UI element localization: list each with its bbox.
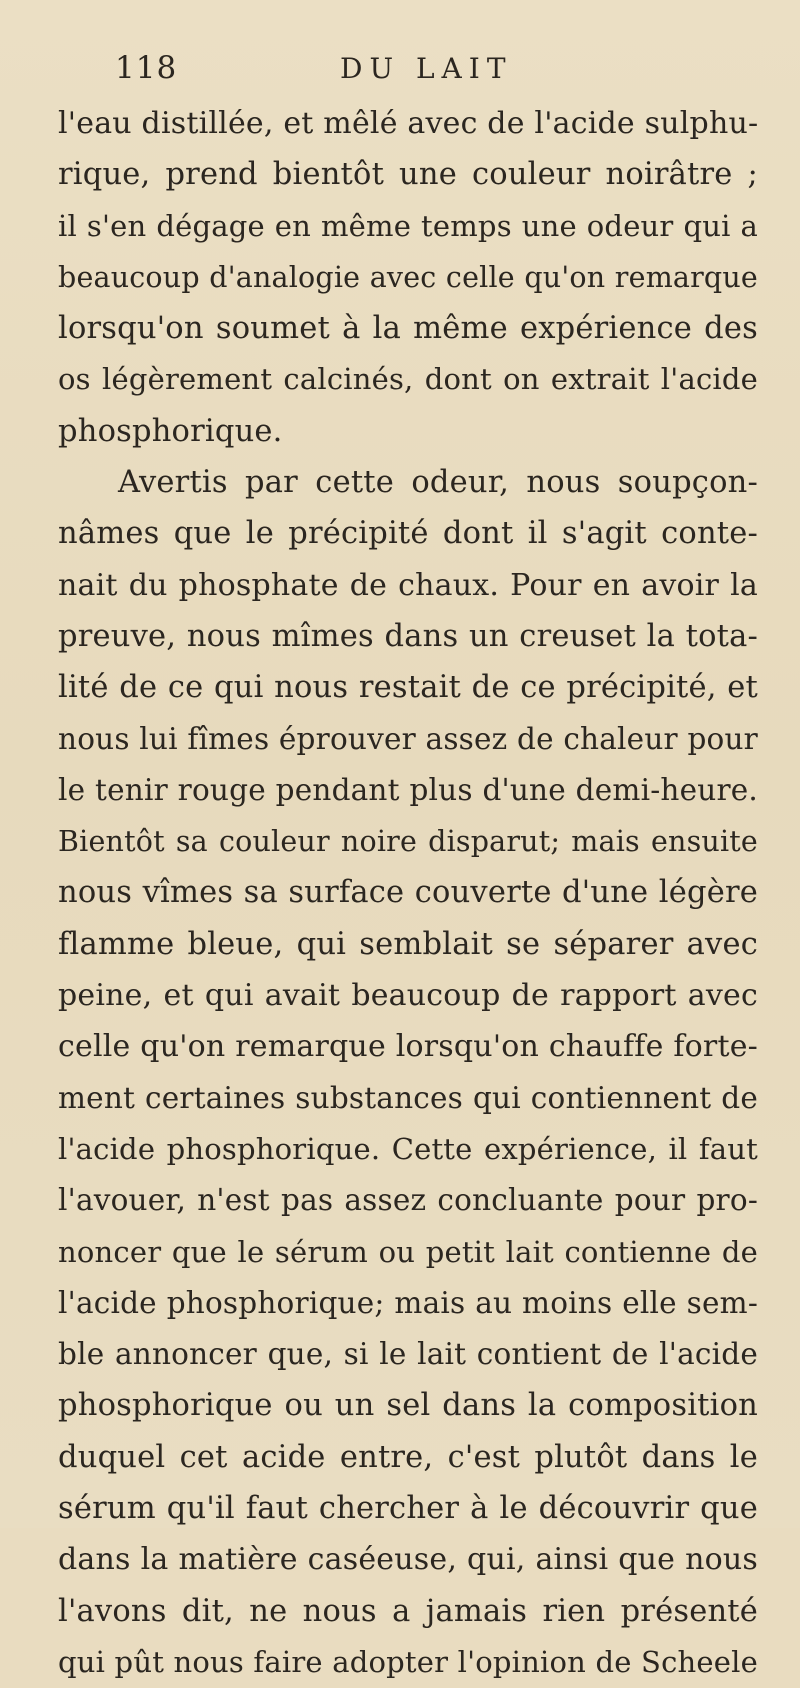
text-line: beaucoup d'analogie avec celle qu'on remarque: [58, 260, 758, 294]
text-line: rique, prend bientôt une couleur noirâtre ;: [58, 157, 758, 193]
text-line: preuve, nous mîmes dans un creuset la tota-: [58, 618, 758, 654]
text-line: nait du phosphate de chaux. Pour en avoir la: [58, 567, 758, 603]
text-line: lité de ce qui nous restait de ce précipité, et: [58, 670, 758, 706]
text-line: nâmes que le précipité dont il s'agit conte-: [58, 516, 758, 552]
page-number: 118: [115, 50, 178, 86]
text-line: peine, et qui avait beaucoup de rapport avec: [58, 978, 758, 1014]
text-line: noncer que le sérum ou petit lait contienne de: [58, 1234, 758, 1269]
text-line: l'acide phosphorique; mais au moins elle sem-: [58, 1285, 758, 1320]
text-line: l'avouer, n'est pas assez concluante pour pro-: [58, 1183, 758, 1218]
text-line: dans la matière caséeuse, qui, ainsi que nous: [58, 1542, 758, 1578]
text-line: l'eau distillée, et mêlé avec de l'acide sulphu-: [58, 106, 759, 141]
text-line: il s'en dégage en même temps une odeur qui a: [58, 208, 758, 243]
text-line: lorsqu'on soumet à la même expérience des: [58, 311, 758, 347]
text-line: nous lui fîmes éprouver assez de chaleur pour: [58, 721, 758, 756]
text-line: phosphorique.: [58, 413, 283, 449]
body-text: [58, 98, 758, 1688]
page-header: [115, 50, 755, 90]
text-line: le tenir rouge pendant plus d'une demi-heure.: [58, 772, 758, 807]
text-line: duquel cet acide entre, c'est plutôt dans le: [58, 1439, 758, 1475]
text-line: l'avons dit, ne nous a jamais rien présenté: [58, 1593, 758, 1629]
text-line: celle qu'on remarque lorsqu'on chauffe forte-: [58, 1029, 758, 1065]
text-line: flamme bleue, qui semblait se séparer avec: [58, 926, 758, 962]
text-line: sérum qu'il faut chercher à le découvrir que: [58, 1491, 758, 1527]
text-line: os légèrement calcinés, dont on extrait l'acide: [58, 362, 758, 397]
text-line: ment certaines substances qui contiennent de: [58, 1080, 758, 1115]
text-line: phosphorique ou un sel dans la composition: [58, 1388, 758, 1424]
running-head: DU LAIT: [340, 52, 513, 85]
text-line: nous vîmes sa surface couverte d'une légère: [58, 875, 758, 911]
text-line: ble annoncer que, si le lait contient de l'acide: [58, 1337, 758, 1372]
text-line: Bientôt sa couleur noire disparut; mais ensuite: [58, 825, 758, 859]
text-line: l'acide phosphorique. Cette expérience, il faut: [58, 1131, 758, 1166]
text-line: qui pût nous faire adopter l'opinion de Scheele: [58, 1644, 758, 1679]
text-line: Avertis par cette odeur, nous soupçon-: [118, 465, 758, 501]
